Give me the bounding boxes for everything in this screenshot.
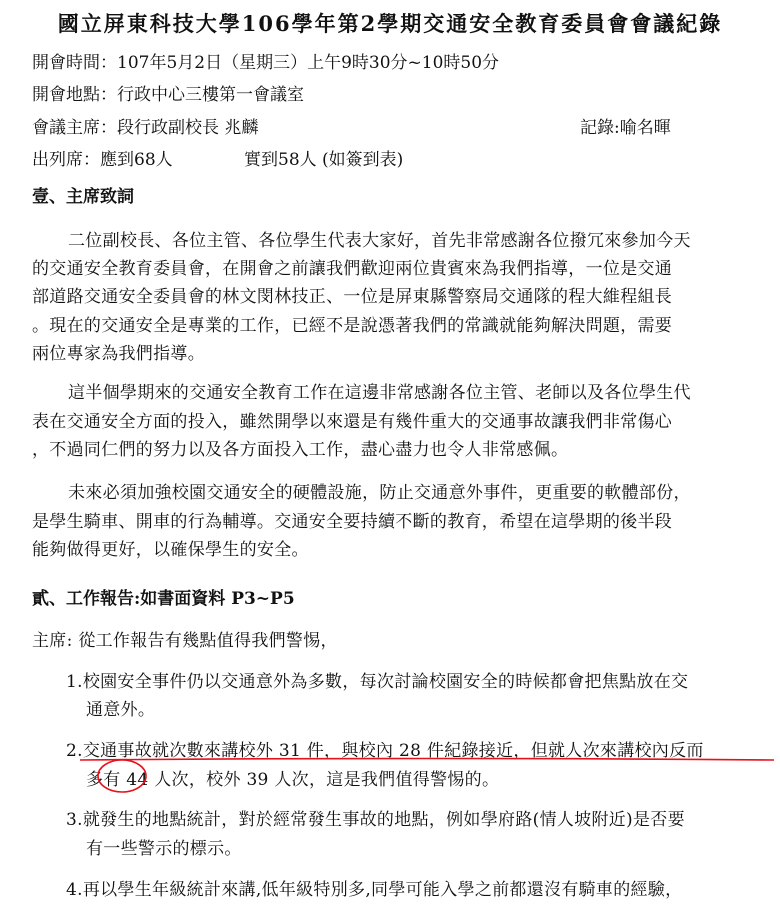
- list-item-1: 1.校園安全事件仍以交通意外為多數，每次討論校園安全的時候都會把焦點放在交: [66, 672, 689, 692]
- paragraph-line: 兩位專家為我們指導。: [32, 344, 205, 364]
- paragraph-line: 二位副校長、各位主管、各位學生代表大家好，首先非常感謝各位撥冗來參加今天: [68, 231, 691, 251]
- list-item-1-cont: 通意外。: [86, 700, 156, 720]
- paragraph-line: 表在交通安全方面的投入，雖然開學以來還是有幾件重大的交通事故讓我們非常傷心: [32, 412, 673, 432]
- paragraph-line: 未來必須加強校園交通安全的硬體設施，防止交通意外事件，更重要的軟體部份，: [68, 483, 691, 503]
- paragraph-line: 能夠做得更好，以確保學生的安全。: [32, 540, 309, 560]
- attendance-expected: 出列席：應到68人: [32, 150, 173, 170]
- chair-remark: 主席: 從工作報告有幾點值得我們警惕，: [32, 631, 338, 651]
- document-title: 國立屏東科技大學106學年第2學期交通安全教育委員會會議紀錄: [57, 11, 723, 36]
- section-1-heading: 壹、主席致詞: [32, 187, 134, 207]
- paragraph-line: 。現在的交通安全是專業的工作，已經不是說憑著我們的常識就能夠解決問題，需要: [32, 316, 673, 336]
- list-item-4: 4.再以學生年級統計來講,低年級特別多,同學可能入學之前都還沒有騎車的經驗，: [66, 880, 683, 900]
- list-item-2: 2.交通事故就次數來講校外 31 件，與校內 28 件紀錄接近，但就人次來講校內反而: [66, 741, 704, 761]
- list-item-3: 3.就發生的地點統計，對於經常發生事故的地點，例如學府路(情人坡附近)是否要: [66, 810, 685, 830]
- paragraph-line: ，不過同仁們的努力以及各方面投入工作，盡心盡力也令人非常感佩。: [32, 440, 569, 460]
- meeting-chair: 會議主席：段行政副校長 兆麟: [32, 118, 259, 138]
- meeting-recorder: 記錄:喻名暉: [580, 118, 671, 138]
- attendance-actual: 實到58人 (如簽到表): [244, 150, 404, 170]
- list-item-3-cont: 有一些警示的標示。: [86, 839, 242, 859]
- section-2-heading: 貳、工作報告:如書面資料 P3~P5: [32, 589, 295, 609]
- meeting-time: 開會時間：107年5月2日（星期三）上午9時30分~10時50分: [32, 53, 500, 73]
- paragraph-line: 的交通安全教育委員會，在開會之前讓我們歡迎兩位貴賓來為我們指導，一位是交通: [32, 259, 673, 279]
- paragraph-line: 是學生騎車、開車的行為輔導。交通安全要持續不斷的教育，希望在這學期的後半段: [32, 512, 673, 532]
- paragraph-line: 部道路交通安全委員會的林文閔林技正、一位是屏東縣警察局交通隊的程大維程組長: [32, 287, 673, 307]
- paragraph-line: 這半個學期來的交通安全教育工作在這邊非常感謝各位主管、老師以及各位學生代: [68, 383, 691, 403]
- list-item-2-cont: 多有 44 人次，校外 39 人次，這是我們值得警惕的。: [86, 770, 500, 790]
- meeting-place: 開會地點：行政中心三樓第一會議室: [32, 85, 304, 105]
